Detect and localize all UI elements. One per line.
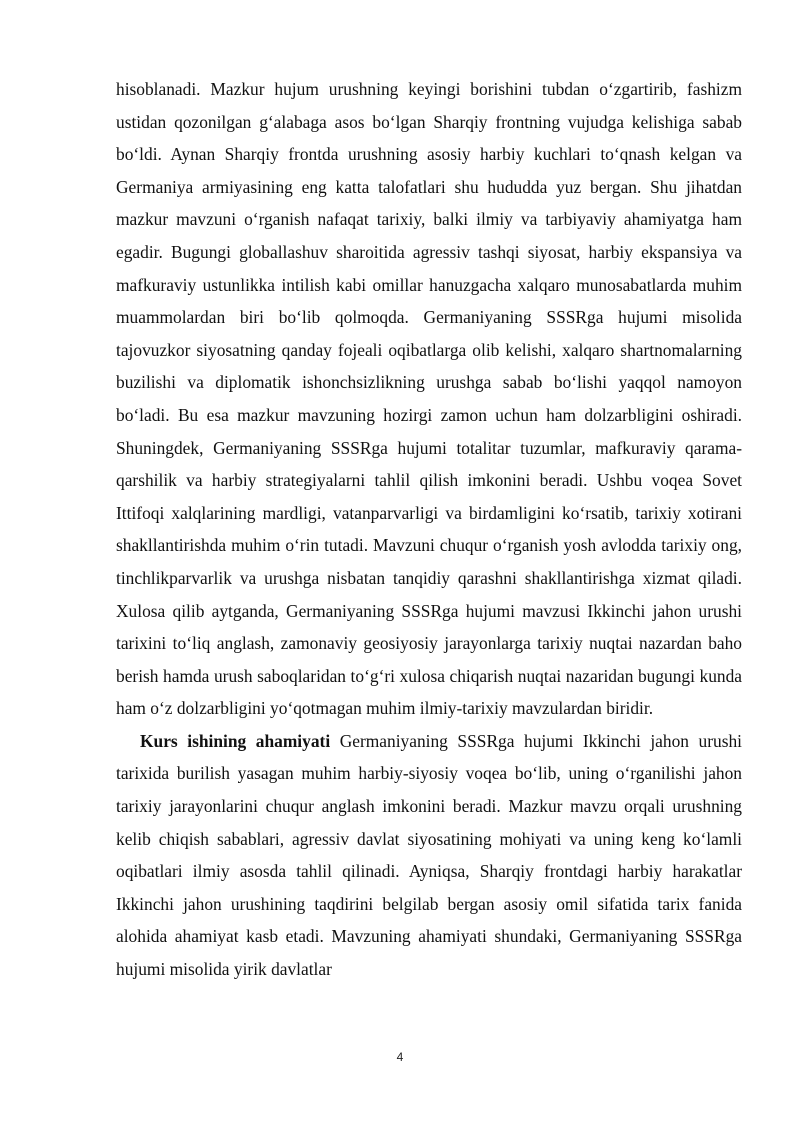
- section-lead-heading: Kurs ishining ahamiyati: [140, 730, 331, 751]
- document-page: [116, 73, 742, 986]
- section-body-text: Germaniyaning SSSRga hujumi Ikkinchi jahon urushi tarixida burilish yasagan muhim harbiy-siyosiy voqea bo‘lib, uning o‘rganilishi jahon tarixiy jarayonlarini chuqur anglash imkonini beradi. Mazkur mavzu orqali urushning kelib chiqish sabablari, agressiv davlat siyosatining mohiyati va uning keng ko‘lamli oqibatlari ilmiy asosda tahlil qilinadi. Ayniqsa, Sharqiy frontdagi harbiy harakatlar Ikkinchi jahon urushining taqdirini belgilab bergan asosiy omil sifatida tarix fanida alohida ahamiyat kasb etadi. Mavzuning ahamiyati shundaki, Germaniyaning SSSRga hujumi misolida yirik davlatlar: [116, 730, 742, 980]
- body-paragraph-significance: [116, 725, 742, 986]
- body-paragraph: hisoblanadi. Mazkur hujum urushning keyingi borishini tubdan o‘zgartirib, fashizm ustidan qozonilgan g‘alabaga asos bo‘lgan Sharqiy frontning vujudga kelishiga sabab bo‘ldi. Aynan Sharqiy frontda urushning asosiy harbiy kuchlari to‘qnash kelgan va Germaniya armiyasining eng katta talofatlari shu hududda yuz bergan. Shu jihatdan mazkur mavzuni o‘rganish nafaqat tarixiy, balki ilmiy va tarbiyaviy ahamiyatga ham egadir. Bugungi globallashuv sharoitida agressiv tashqi siyosat, harbiy ekspansiya va mafkuraviy ustunlikka intilish kabi omillar hanuzgacha xalqaro munosabatlarda muhim muammolardan biri bo‘lib qolmoqda. Germaniyaning SSSRga hujumi misolida tajovuzkor siyosatning qanday fojeali oqibatlarga olib kelishi, xalqaro shartnomalarning buzilishi va diplomatik ishonchsizlikning urushga sabab bo‘lishi yaqqol namoyon bo‘ladi. Bu esa mazkur mavzuning hozirgi zamon uchun ham dolzarbligini oshiradi. Shuningdek, Germaniyaning SSSRga hujumi totalitar tuzumlar, mafkuraviy qarama-qarshilik va harbiy strategiyalarni tahlil qilish imkonini beradi. Ushbu voqea Sovet Ittifoqi xalqlarining mardligi, vatanparvarligi va birdamligini ko‘rsatib, tarixiy xotirani shakllantirishda muhim o‘rin tutadi. Mavzuni chuqur o‘rganish yosh avlodda tarixiy ong, tinchlikparvarlik va urushga nisbatan tanqidiy qarashni shakllantirishga xizmat qiladi. Xulosa qilib aytganda, Germaniyaning SSSRga hujumi mavzusi Ikkinchi jahon urushi tarixini to‘liq anglash, zamonaviy geosiyosiy jarayonlarga tarixiy nuqtai nazardan baho berish hamda urush saboqlaridan to‘g‘ri xulosa chiqarish nuqtai nazaridan bugungi kunda ham o‘z dolzarbligini yo‘qotmagan muhim ilmiy-tarixiy mavzulardan biridir.: [116, 79, 742, 719]
- page-number: 4: [396, 1050, 404, 1064]
